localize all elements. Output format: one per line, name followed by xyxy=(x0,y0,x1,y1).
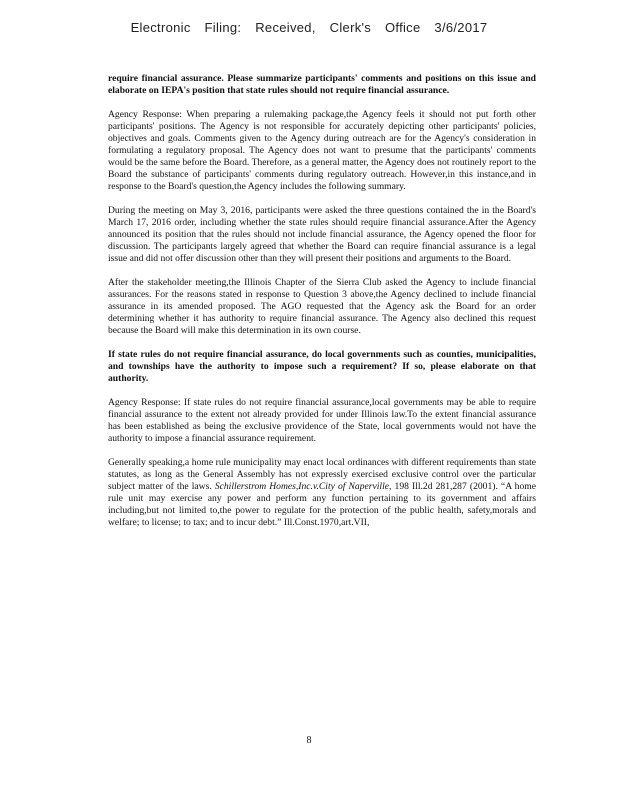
filing-stamp-header: Electronic Filing: Received, Clerk's Office 3/6/2017 xyxy=(130,20,488,35)
home-rule-paragraph xyxy=(108,457,536,529)
home-rule-text-start: Generally speaking,a home rule municipality may enact local ordinances with different requirements than state statutes, as long as the General Assembly has not expressly exercised exclusive control over the particular subject matter of the laws. xyxy=(108,457,536,492)
agency-response-paragraph: Agency Response: When preparing a rulemaking package,the Agency feels it should not put forth other participants' positions. The Agency is not responsible for accurately depicting other participants' policies, objectives and goals. Comments given to the Agency during outreach are for the Agency's consideration in formulating a regulatory proposal. The Agency does not want to presume that the participants' comments would be the same before the Board. Therefore, as a general matter, the Agency does not routinely report to the Board the substance of participants' comments during regulatory outreach. However,in this instance,and in response to the Board's question,the Agency includes the following summary. xyxy=(108,109,536,192)
question-paragraph: If state rules do not require financial assurance, do local governments such as counties, municipalities, and townships have the authority to impose such a requirement? If so, please elaborate on that authority. xyxy=(108,349,536,384)
page-number: 8 xyxy=(306,735,312,746)
case-citation: Schillerstrom Homes,Inc.v.City of Naperville, xyxy=(214,481,392,492)
agency-response-paragraph-2: Agency Response: If state rules do not require financial assurance,local governments may be able to require financial assurance to the extent not already provided for under Illinois law.To the extent financial assurance has been established as being the exclusive providence of the State, local governments would not have the authority to impose a financial assurance requirement. xyxy=(108,397,536,444)
document-body xyxy=(108,73,536,541)
question-continuation: require financial assurance. Please summarize participants' comments and positions on this issue and elaborate on IEPA's position that state rules should not require financial assurance. xyxy=(108,73,536,96)
home-rule-text-end: 198 Ill.2d 281,287 (2001). “A home rule unit may exercise any power and perform any function pertaining to its government and affairs including,but not limited to,the power to regulate for the protection of the public health, safety,morals and welfare; to license; to tax; and to incur debt.” Ill.Const.1970,art.VII, xyxy=(108,481,536,528)
stakeholder-paragraph: After the stakeholder meeting,the Illinois Chapter of the Sierra Club asked the Agency to include financial assurances. For the reasons stated in response to Question 3 above,the Agency declined to include financial assurance in its amended proposed. The AGO requested that the Agency ask the Board for an order determining whether it has authority to require financial assurance. The Agency also declined this request because the Board will make this determination in its own course. xyxy=(108,277,536,336)
meeting-summary-paragraph: During the meeting on May 3, 2016, participants were asked the three questions contained the in the Board's March 17, 2016 order, including whether the state rules should require financial assurance.After the Agency announced its position that the rules should not include financial assurance, the Agency opened the floor for discussion. The participants largely agreed that whether the Board can require financial assurance is a legal issue and did not offer discussion other than they will present their positions and arguments to the Board. xyxy=(108,205,536,264)
